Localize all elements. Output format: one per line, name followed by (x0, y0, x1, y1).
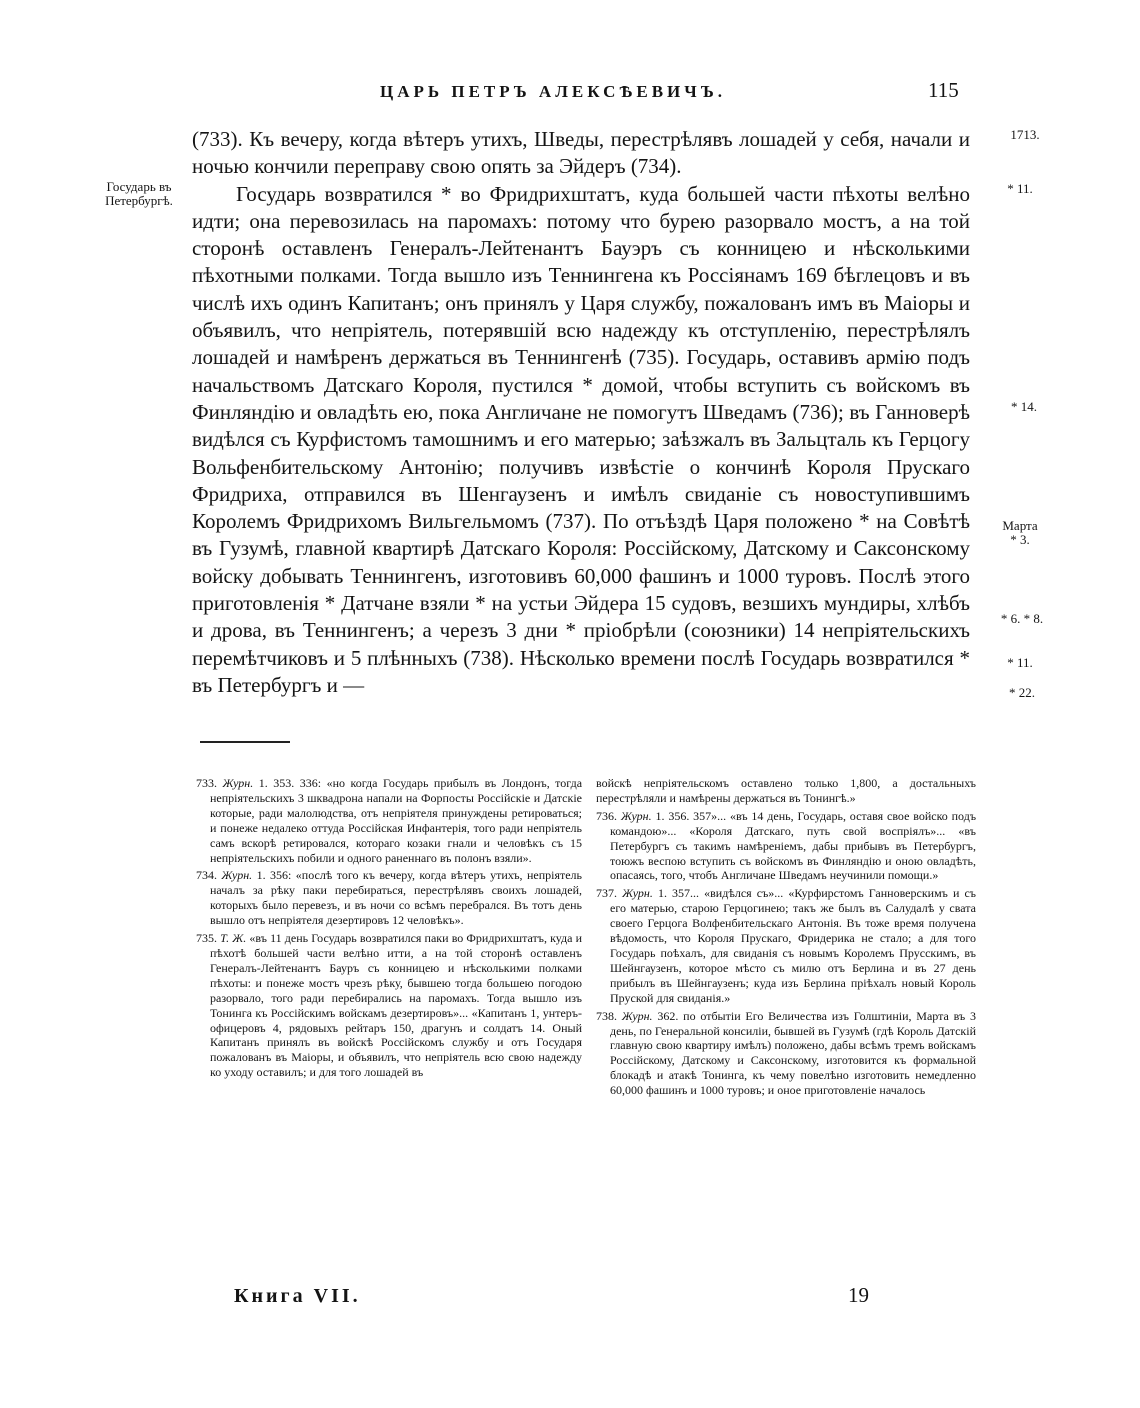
main-paragraph-2: Государь возвратился * во Фридрихштатъ, куда большей части пѣхоты велѣно идти; она перевозилась на паромахъ: потому что бурею разорвало мостъ, а на той сторонѣ оставленъ Генералъ-Лейтенантъ Бауэръ съ конницею и нѣсколькими пѣхотными полками. Тогда вышло изъ Теннингена къ Россіянамъ 169 бѣглецовъ и въ числѣ ихъ одинъ Капитанъ; онъ принялъ у Царя службу, пожалованъ имъ въ Маіоры и объявилъ, что непріятель, потерявшій всю надежду къ отступленію, перестрѣлялъ лошадей и намѣренъ держаться въ Теннингенѣ (735). Государь, оставивъ армію подъ начальствомъ Датскаго Короля, пустился * домой, чтобы вступить съ войскомъ въ Финляндію и овладѣть ею, пока Англичане не помогутъ Шведамъ (736); въ Ганноверѣ видѣлся съ Курфистомъ тамошнимъ и его матерью; заѣзжалъ въ Зальцталь къ Герцогу Вольфенбительскому Антонію; получивъ извѣстіе о кончинѣ Короля Прускаго Фридриха, отправился въ Шенгаузенъ и имѣлъ свиданіе съ новоступившимъ Королемъ Фридрихомъ Вильгельмомъ (737). По отъѣздѣ Царя положено * на Совѣтѣ въ Гузумѣ, главной квартирѣ Датскаго Короля: Россійскому, Датскому и Саксонскому войску добывать Теннингенъ, изготовивъ 60,000 фашинъ и 1000 туровъ. Послѣ этого приготовленія * Датчане взяли * на устьи Эйдера 15 судовъ, везшихъ мундиры, хлѣбъ и дрова, въ Теннингенъ; а черезъ 3 дни * пріобрѣли (союзники) 14 непріятельскихъ перемѣтчиковъ и 5 плѣнныхъ (738). Нѣсколько времени послѣ Государь возвратился * въ Петербургъ и — (192, 181, 970, 697)
footnote-text: 1. 356: «послѣ того къ вечеру, когда вѣтеръ утихъ, непріятель началъ за рѣку паки перебираться, перестрѣлявъ своихъ лошадей, которыхъ было перевезъ, и въ ночи со всѣмъ перебрался. Въ тотъ день вышло отъ непріятеля дезертировъ 12 человѣкъ». (210, 868, 583, 928)
footnote-737 (596, 886, 976, 1005)
footnote-738 (596, 1009, 976, 1098)
running-head: ЦАРЬ ПЕТРЪ АЛЕКСѢЕВИЧЪ. (380, 82, 726, 101)
margin-date-22: * 22. (1009, 685, 1035, 700)
margin-year: 1713. (1010, 127, 1040, 142)
footnote-number: 733. (196, 776, 217, 790)
footnote-735 (196, 931, 582, 1080)
footnotes-left-column (196, 776, 582, 1083)
footnote-number: 734. (196, 868, 217, 883)
footnote-735-continued: войскѣ непріятельскомъ оставлено только 1,800, а достальныхъ перестрѣляли и намѣрены держаться въ Тонингѣ.» (596, 776, 976, 805)
margin-date-14: * 14. (1011, 399, 1037, 414)
footnote-736 (596, 809, 976, 884)
margin-date-3: * 3. (1010, 532, 1030, 547)
footnote-text: 1. 356. 357»... «въ 14 день, Государь, оставя свое войско подъ командою»... «Короля Датскаго, путь свой воспріялъ»... «въ Петербургъ съ такимъ намѣреніемъ, дабы прибывъ въ Петербургъ, тоюжъ веспою вступить съ войскомъ въ Финляндію и оною овладѣть, опасаясь, того, чтобъ Англичане Шведамъ неучинили помощи.» (610, 808, 977, 883)
footnote-source: Журн. (621, 1008, 653, 1023)
footnote-734 (196, 868, 582, 928)
side-note-left: Государь въ Петербургѣ. (105, 179, 173, 208)
footnote-number: 737. (596, 886, 617, 901)
footnotes-right-column (596, 776, 976, 1101)
sheet-number: 19 (848, 1283, 869, 1307)
footnote-source: Журн. (622, 886, 653, 901)
main-text (192, 126, 970, 699)
footnote-source: Т. Ж. (220, 931, 247, 946)
footnote-number: 735. (196, 931, 217, 946)
footnote-number: 736. (596, 808, 617, 823)
footnote-number: 738. (596, 1008, 617, 1023)
margin-date-11b: * 11. (1007, 655, 1033, 670)
page-number: 115 (928, 78, 959, 102)
footnote-733 (196, 776, 582, 865)
footnote-text: 1. 357... «видѣлся съ»... «Курфирстомъ Ганноверскимъ и съ его матерью, старою Герцогинею; такъ же былъ въ Салудалѣ у свата своего Герцога Волфенбительскаго Антонія. Въ тоже время получена вѣдомость, что Короля Прускаго, Фридерика не стало; а для того Государь поѣхалъ, для свиданія съ новымъ Королемъ Прусскимъ, въ Шейнгаузенъ, которое мѣсто съ милю отъ Берлина и въ 27 день прибылъ въ Шейнгаузенъ; куда изъ Берлина пріѣхалъ новый Король Пруской для свиданія.» (610, 886, 977, 1005)
main-paragraph-1: (733). Къ вечеру, когда вѣтеръ утихъ, Шведы, перестрѣлявъ лошадей у себя, начали и ночью кончили переправу свою опять за Эйдеръ (734). (192, 127, 970, 179)
footnote-text: 362. по отбытіи Его Величества изъ Голштиніи, Марта въ 3 день, по Генеральной консиліи, бывшей въ Гузумѣ (гдѣ Король Датскій главную свою квартиру имѣлъ) положено, дабы всѣмъ тремъ войскамъ Россійскому, Датскому и Саксонскому, изготовится къ формальной блокадѣ и атакѣ Тонинга, къ чему повелѣно изготовить немедленно 60,000 фашинъ и 1000 туровъ; и оное приготовленіе началось (610, 1008, 976, 1098)
footnote-text: 1. 353. 336: «но когда Государь прибылъ въ Лондонъ, тогда непріятельскихъ 3 шквадрона напали на Форпосты Россійскіе и Датскіе которые, ради малолюдства, отъ непріятеля принуждены ретироваться; и понеже недалеко оттуда Россійская Инфантерія, того ради непріятель самъ вскорѣ ретировался, котораго козаки гнали и человѣкъ съ 15 непріятельскихъ побили и одного раненнаго въ полонъ взяли». (210, 776, 583, 865)
footnote-source: Журн. (620, 808, 652, 823)
book-signature: Книга VII. (234, 1285, 361, 1307)
footnote-text: «въ 11 день Государь возвратился паки во Фридрихштатъ, куда и пѣхотѣ большей части велѣно итти, а на той сторонѣ оставленъ Генералъ-Лейтенантъ Бауръ съ конницею и нѣсколькими полками пѣхоты: и понеже мостъ чрезъ рѣку, бывшею тогда большею погодою разорвало, того ради перебирались на паромахъ. Тогда вышло изъ Тонинга къ Россійскимъ войскамъ дезертировъ»... «Капитанъ 1, унтеръ-офицеровъ 4, рядовыхъ рейтаръ 150, драгунъ и солдатъ 14. Оный Капитанъ принялъ въ войскѣ Россійскомъ службу и отъ Государя пожалованъ въ Маіоры, и объявилъ, что непріятель всю свою надежду ко уходу оставилъ; и для того лошадей въ (210, 931, 583, 1080)
footnote-source: Журн. (222, 776, 254, 790)
margin-date-6-8: * 6. * 8. (1000, 611, 1044, 626)
margin-date-11: * 11. (1007, 181, 1033, 196)
margin-date-march: Марта (1002, 518, 1038, 533)
footnote-rule (200, 741, 290, 743)
footnote-source: Журн. (221, 868, 253, 883)
